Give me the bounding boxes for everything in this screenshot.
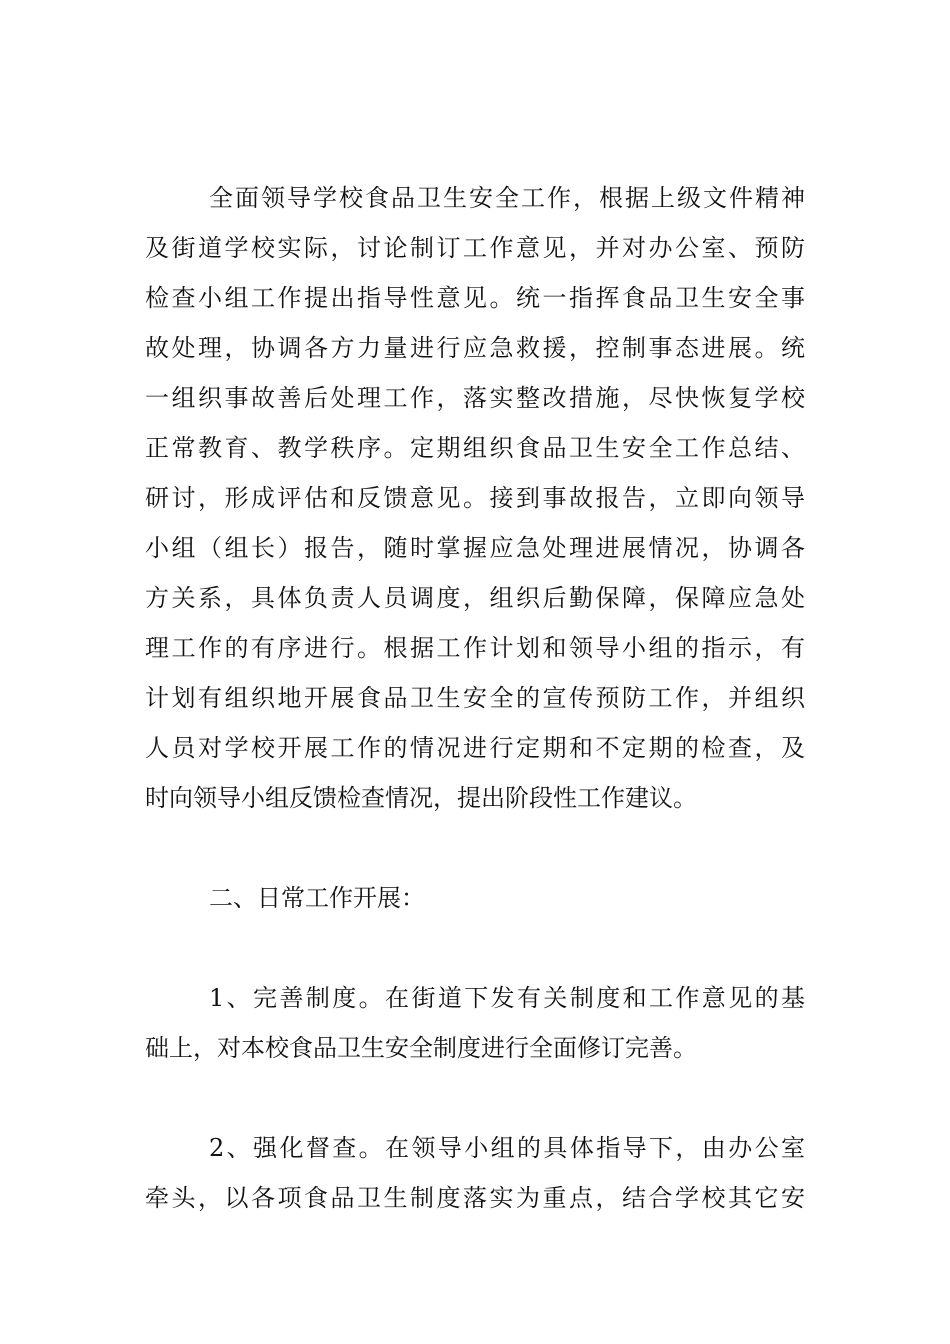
text-line: 检查小组工作提出指导性意见。统一指挥食品卫生安全事: [145, 284, 805, 312]
text-line: 及街道学校实际，讨论制订工作意见，并对办公室、预防: [145, 234, 805, 262]
text-line: 理工作的有序进行。根据工作计划和领导小组的指示，有: [145, 634, 805, 662]
text-line: 一组织事故善后处理工作，落实整改措施，尽快恢复学校: [145, 384, 805, 412]
section-heading-daily-work: 二、日常工作开展：: [209, 884, 425, 912]
text-line: 故处理，协调各方力量进行应急救援，控制事态进展。统: [145, 334, 805, 362]
text-line: 正常教育、教学秩序。定期组织食品卫生安全工作总结、: [145, 434, 805, 462]
text-line: 方关系，具体负责人员调度，组织后勤保障，保障应急处: [145, 584, 805, 612]
text-line: 研讨，形成评估和反馈意见。接到事故报告，立即向领导: [145, 484, 805, 512]
text-line: 人员对学校开展工作的情况进行定期和不定期的检查，及: [145, 734, 805, 762]
text-line: 牵头，以各项食品卫生制度落实为重点，结合学校其它安: [145, 1184, 805, 1212]
text-line: 2、强化督查。在领导小组的具体指导下，由办公室: [209, 1134, 805, 1162]
text-line: 计划有组织地开展食品卫生安全的宣传预防工作，并组织: [145, 684, 805, 712]
text-line: 时向领导小组反馈检查情况，提出阶段性工作建议。: [145, 784, 697, 812]
text-line: 小组（组长）报告，随时掌握应急处理进展情况，协调各: [145, 534, 805, 562]
text-line: 础上，对本校食品卫生安全制度进行全面修订完善。: [145, 1034, 697, 1062]
text-line: 全面领导学校食品卫生安全工作，根据上级文件精神: [209, 184, 805, 212]
text-line: 1、完善制度。在街道下发有关制度和工作意见的基: [209, 984, 805, 1012]
